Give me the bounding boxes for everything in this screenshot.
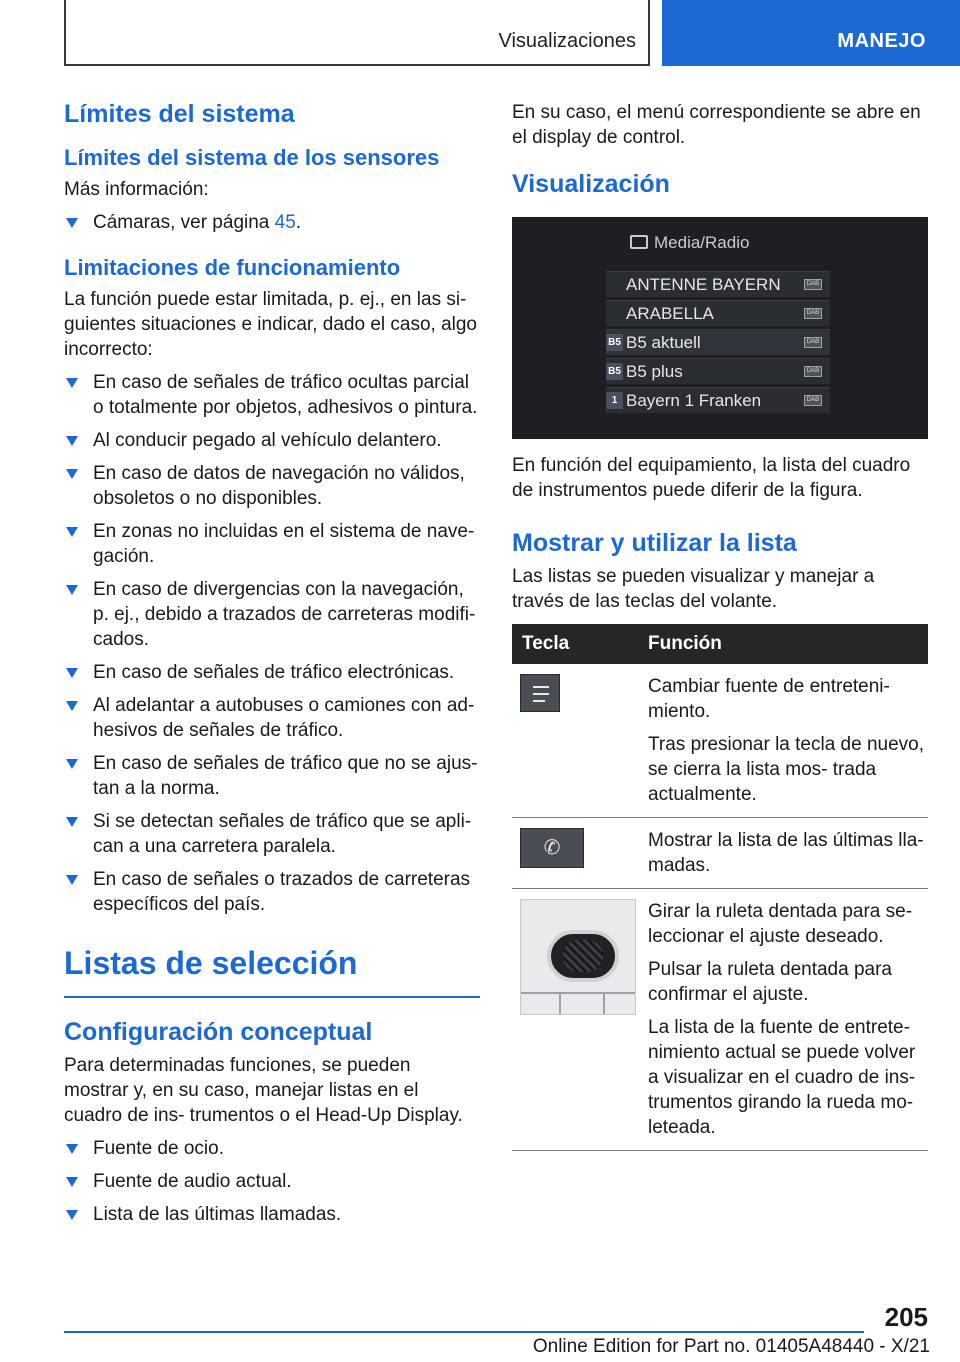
dab-badge: DAB [804,337,822,348]
dab-badge: DAB [804,308,822,319]
list-item: En zonas no incluidas en el sistema de nave- gación. [64,519,480,569]
table-header-row [512,624,928,664]
dab-badge: DAB [804,279,822,290]
list-item: Al conducir pegado al vehículo delantero. [64,428,480,453]
triangle-bullet-icon [66,527,78,537]
triangle-bullet-icon [66,875,78,885]
heading-selection-lists: Listas de selección [64,945,480,998]
section-title: Visualizaciones [498,30,636,52]
footer-divider [64,1331,864,1333]
menu-intro: En su caso, el menú correspondiente se abre en el display de control. [512,102,921,148]
table-row: ✆ Mostrar la lista de las últimas lla- madas. [512,818,928,889]
column-header-key: Tecla [512,624,648,664]
heading-display: Visualización [512,170,670,198]
heading-sensor-limits: Límites del sistema de los sensores [64,145,440,170]
station-row: B5 B5 aktuell DAB [606,329,830,355]
triangle-bullet-icon [66,585,78,595]
station-row: B5 B5 plus DAB [606,358,830,384]
triangle-bullet-icon [66,218,78,228]
page-header [64,0,960,66]
list-item: Lista de las últimas llamadas. [64,1202,480,1227]
column-header-function: Función [648,624,928,664]
triangle-bullet-icon [66,469,78,479]
page-link-45[interactable]: 45 [274,212,296,233]
limits-list [64,370,480,917]
station-row: ARABELLA DAB [606,300,830,326]
limits-intro: La función puede estar limitada, p. ej., en las si- guientes situaciones e indicar, dado el caso, algo incorrecto: [64,289,477,360]
list-item: En caso de divergencias con la navegación, p. ej., debido a trazados de carreteras modifi- cados. [64,577,480,652]
triangle-bullet-icon [66,378,78,388]
screen-title: Media/Radio [654,233,750,252]
media-radio-screenshot [512,217,928,439]
triangle-bullet-icon [66,817,78,827]
triangle-bullet-icon [66,759,78,769]
show-list-text: Las listas se pueden visualizar y manejar a través de las teclas del volante. [512,566,875,612]
left-column [64,100,480,1239]
triangle-bullet-icon [66,436,78,446]
list-item: En caso de señales de tráfico electrónicas. [64,660,480,685]
triangle-bullet-icon [66,701,78,711]
heading-show-list: Mostrar y utilizar la lista [512,529,797,557]
list-item: Fuente de ocio. [64,1136,480,1161]
list-item: En caso de señales de tráfico que no se ajus- tan a la norma. [64,751,480,801]
concept-list [64,1136,480,1227]
thumbwheel-icon [520,899,636,1015]
right-column [512,100,928,1151]
station-row: ANTENNE BAYERN DAB [606,271,830,297]
dab-badge: DAB [804,366,822,377]
triangle-bullet-icon [66,1210,78,1220]
heading-concept: Configuración conceptual [64,1018,373,1046]
dab-badge: DAB [804,395,822,406]
section-tab [64,0,650,66]
list-button-icon [520,674,560,712]
list-item: Al adelantar a autobuses o camiones con ad- hesivos de señales de tráfico. [64,693,480,743]
chapter-tab [662,0,960,66]
table-row: Cambiar fuente de entreteni- miento. Tras presionar la tecla de nuevo, se cierra la lista mos- trada actualmente. [512,664,928,818]
key-function-table [512,624,928,1151]
heading-system-limits: Límites del sistema [64,100,295,128]
more-info-text: Más información: [64,179,209,200]
list-item: En caso de datos de navegación no válidos, obsoletos o no disponibles. [64,461,480,511]
list-item: En caso de señales o trazados de carreteras específicos del país. [64,867,480,917]
media-icon [630,235,648,249]
triangle-bullet-icon [66,668,78,678]
station-logo: B5 [606,334,623,351]
station-row: 1 Bayern 1 Franken DAB [606,387,830,413]
chapter-title: MANEJO [837,30,926,52]
list-item: En caso de señales de tráfico ocultas parcial o totalmente por objetos, adhesivos o pintura. [64,370,480,420]
heading-function-limits: Limitaciones de funcionamiento [64,255,401,280]
more-info-list [64,210,480,235]
list-item: Si se detectan señales de tráfico que se apli- can a una carretera paralela. [64,809,480,859]
concept-text: Para determinadas funciones, se pueden mostrar y, en su caso, manejar listas en el cuadro de ins- trumentos o el Head-Up Display. [64,1055,463,1126]
display-note: En función del equipamiento, la lista del cuadro de instrumentos puede diferir de la figura. [512,455,911,501]
list-item: Cámaras, ver página 45. [64,210,480,235]
edition-footer: Online Edition for Part no. 01405A48440 - X/21 [532,1336,930,1357]
page-number: 205 [884,1302,928,1332]
station-logo: B5 [606,363,623,380]
phone-button-icon: ✆ [520,828,584,868]
station-logo: 1 [606,392,623,409]
list-item: Fuente de audio actual. [64,1169,480,1194]
table-row: Girar la ruleta dentada para se- leccionar el ajuste deseado. Pulsar la ruleta dentada para confirmar el ajuste. La lista de la fuente de entrete- nimiento actual se puede volver a visualizar en el cuadro de ins- trumentos girando la rueda mo- leteada. [512,889,928,1151]
triangle-bullet-icon [66,1144,78,1154]
triangle-bullet-icon [66,1177,78,1187]
